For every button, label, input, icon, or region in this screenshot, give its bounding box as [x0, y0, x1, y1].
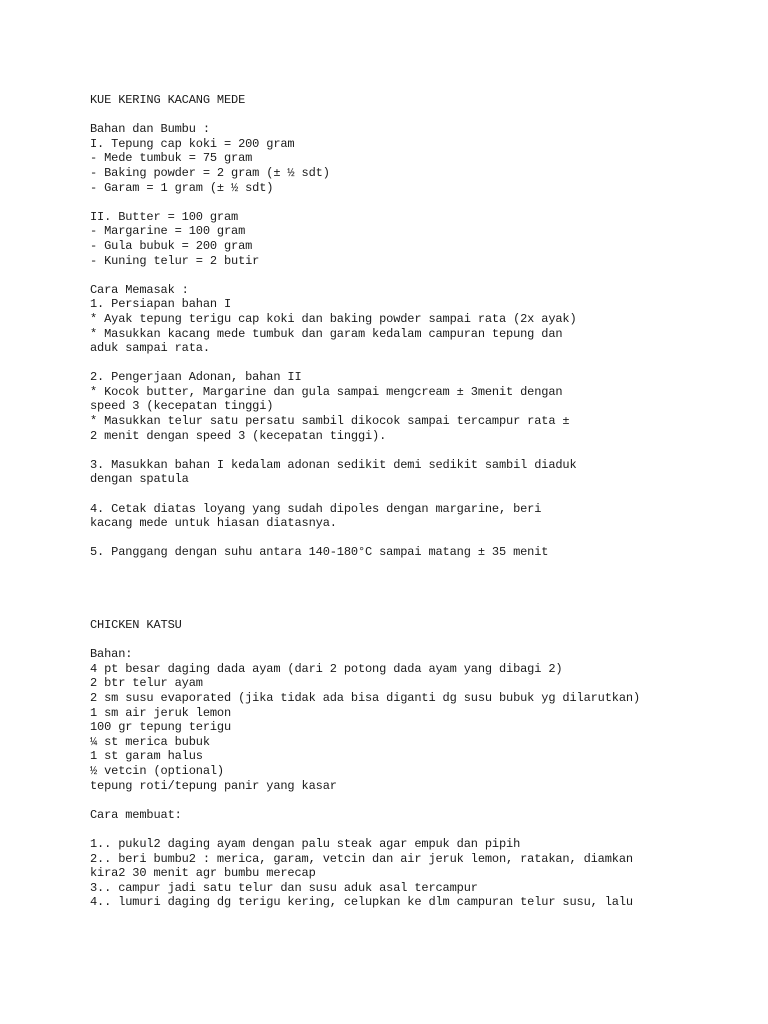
ingredient-line: - Margarine = 100 gram	[90, 224, 246, 239]
method-line: kira2 30 menit agr bumbu merecap	[90, 866, 316, 881]
method-line: 1.. pukul2 daging ayam dengan palu steak agar empuk dan pipih	[90, 836, 521, 851]
ingredient-line: I. Tepung cap koki = 200 gram	[90, 136, 295, 151]
method-line: 2.. beri bumbu2 : merica, garam, vetcin dan air jeruk lemon, ratakan, diamkan	[90, 851, 633, 866]
recipe-title: CHICKEN KATSU	[90, 618, 182, 632]
ingredient-line: II. Butter = 100 gram	[90, 209, 239, 224]
ingredient-line: tepung roti/tepung panir yang kasar	[90, 778, 337, 793]
method-line: kacang mede untuk hiasan diatasnya.	[90, 516, 337, 531]
method-line: dengan spatula	[90, 472, 189, 487]
method-line: speed 3 (kecepatan tinggi)	[90, 399, 274, 414]
method-heading: Cara Memasak :	[90, 282, 189, 297]
method-line: 2 menit dengan speed 3 (kecepatan tinggi).	[90, 428, 387, 443]
ingredient-line: 1 st garam halus	[90, 749, 203, 764]
method-line: * Kocok butter, Margarine dan gula sampai mengcream ± 3menit dengan	[90, 384, 563, 399]
method-line: 4.. lumuri daging dg terigu kering, celupkan ke dlm campuran telur susu, lalu	[90, 895, 633, 910]
ingredient-line: 4 pt besar daging dada ayam (dari 2 potong dada ayam yang dibagi 2)	[90, 661, 563, 676]
ingredient-line: - Baking powder = 2 gram (± ½ sdt)	[90, 165, 330, 180]
spacer	[90, 195, 750, 210]
ingredient-line: - Garam = 1 gram (± ½ sdt)	[90, 180, 274, 195]
method-line: aduk sampai rata.	[90, 341, 210, 356]
method-line: 3.. campur jadi satu telur dan susu aduk asal tercampur	[90, 880, 478, 895]
method-heading: Cara membuat:	[90, 807, 182, 822]
section-gap	[90, 560, 750, 618]
spacer	[90, 108, 750, 123]
spacer	[90, 443, 750, 458]
spacer	[90, 268, 750, 283]
ingredient-line: 1 sm air jeruk lemon	[90, 705, 232, 720]
ingredient-line: 100 gr tepung terigu	[90, 720, 232, 735]
ingredient-line: ½ vetcin (optional)	[90, 763, 224, 778]
method-line: * Masukkan telur satu persatu sambil dikocok sampai tercampur rata ±	[90, 414, 570, 429]
recipe-title: KUE KERING KACANG MEDE	[90, 93, 246, 107]
ingredient-line: 2 btr telur ayam	[90, 676, 203, 691]
spacer	[90, 633, 750, 648]
ingredient-line: - Gula bubuk = 200 gram	[90, 238, 253, 253]
ingredients-heading: Bahan dan Bumbu :	[90, 122, 210, 137]
method-line: * Masukkan kacang mede tumbuk dan garam kedalam campuran tepung dan	[90, 326, 563, 341]
spacer	[90, 487, 750, 502]
method-line: 2. Pengerjaan Adonan, bahan II	[90, 370, 302, 385]
method-line: 3. Masukkan bahan I kedalam adonan sedikit demi sedikit sambil diaduk	[90, 457, 577, 472]
method-line: * Ayak tepung terigu cap koki dan baking powder sampai rata (2x ayak)	[90, 311, 577, 326]
spacer	[90, 822, 750, 837]
spacer	[90, 356, 750, 371]
spacer	[90, 531, 750, 546]
method-line: 1. Persiapan bahan I	[90, 297, 232, 312]
spacer	[90, 793, 750, 808]
document-body	[90, 93, 750, 910]
ingredient-line: 2 sm susu evaporated (jika tidak ada bisa diganti dg susu bubuk yg dilarutkan)	[90, 690, 640, 705]
ingredient-line: - Mede tumbuk = 75 gram	[90, 151, 253, 166]
ingredient-line: - Kuning telur = 2 butir	[90, 253, 260, 268]
ingredient-line: ¼ st merica bubuk	[90, 734, 210, 749]
method-line: 4. Cetak diatas loyang yang sudah dipoles dengan margarine, beri	[90, 501, 542, 516]
method-line: 5. Panggang dengan suhu antara 140-180°C sampai matang ± 35 menit	[90, 545, 549, 560]
ingredients-heading: Bahan:	[90, 647, 133, 662]
